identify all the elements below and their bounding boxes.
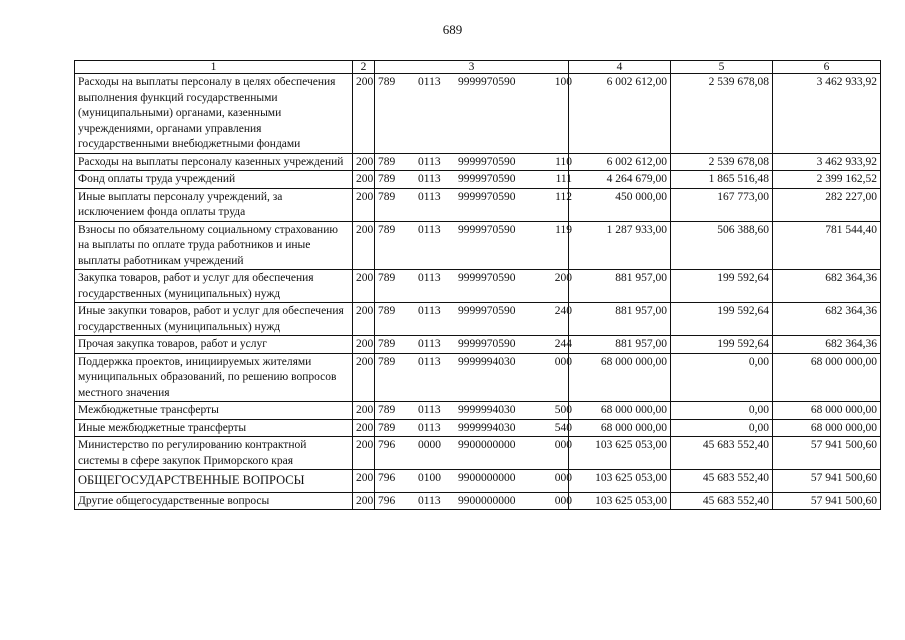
header-col-6: 6 bbox=[773, 61, 881, 74]
table-row bbox=[75, 303, 881, 336]
row-ved: 789 bbox=[378, 338, 396, 350]
budget-table bbox=[74, 60, 881, 510]
table-row bbox=[75, 221, 881, 270]
row-grbs: 200 bbox=[353, 74, 375, 154]
row-section: 0113 bbox=[418, 173, 441, 185]
table-row bbox=[75, 270, 881, 303]
row-remaining-sum: 682 364,36 bbox=[773, 336, 881, 354]
row-code bbox=[375, 437, 572, 470]
row-approved-sum: 450 000,00 bbox=[569, 188, 671, 221]
row-target-article: 9900000000 bbox=[458, 494, 516, 507]
row-target-article: 9999970590 bbox=[458, 155, 516, 168]
row-name-text: Прочая закупка товаров, работ и услуг bbox=[78, 338, 267, 350]
row-ved: 796 bbox=[378, 439, 396, 451]
row-target-article: 9999970590 bbox=[458, 190, 516, 203]
row-expense-type: 100 bbox=[554, 76, 572, 88]
table-row bbox=[75, 492, 881, 510]
row-ved: 796 bbox=[378, 472, 396, 484]
row-expense-type: 119 bbox=[555, 223, 572, 236]
row-name bbox=[75, 470, 353, 493]
row-expense-type: 112 bbox=[555, 190, 572, 203]
row-section: 0000 bbox=[418, 439, 441, 451]
row-target-article: 9999970590 bbox=[458, 76, 516, 88]
row-approved-sum: 881 957,00 bbox=[569, 336, 671, 354]
row-executed-sum: 167 773,00 bbox=[671, 188, 773, 221]
row-remaining-sum: 57 941 500,60 bbox=[773, 492, 881, 510]
row-executed-sum: 0,00 bbox=[671, 419, 773, 437]
row-grbs: 200 bbox=[353, 153, 375, 171]
row-remaining-sum: 682 364,36 bbox=[773, 270, 881, 303]
row-grbs: 200 bbox=[353, 336, 375, 354]
header-col-5: 5 bbox=[671, 61, 773, 74]
row-section: 0113 bbox=[418, 272, 441, 284]
row-expense-type: 000 bbox=[554, 355, 572, 368]
row-code bbox=[375, 303, 572, 336]
row-name-text: Межбюджетные трансферты bbox=[78, 404, 219, 416]
row-executed-sum: 0,00 bbox=[671, 402, 773, 420]
row-approved-sum: 6 002 612,00 bbox=[569, 153, 671, 171]
row-name bbox=[75, 437, 353, 470]
row-executed-sum: 199 592,64 bbox=[671, 303, 773, 336]
row-target-article: 9999994030 bbox=[458, 421, 516, 434]
row-ved: 789 bbox=[378, 421, 396, 434]
row-executed-sum: 0,00 bbox=[671, 353, 773, 402]
row-name-text: Поддержка проектов, инициируемых жителями муниципальных образований, по решению вопросов местного значения bbox=[78, 355, 337, 399]
row-code bbox=[375, 336, 572, 354]
row-approved-sum: 68 000 000,00 bbox=[569, 402, 671, 420]
row-approved-sum: 103 625 053,00 bbox=[569, 437, 671, 470]
row-target-article: 9999970590 bbox=[458, 305, 516, 317]
row-name bbox=[75, 221, 353, 270]
row-expense-type: 500 bbox=[554, 404, 572, 416]
table-row bbox=[75, 74, 881, 154]
row-name bbox=[75, 270, 353, 303]
table-row bbox=[75, 188, 881, 221]
row-remaining-sum: 781 544,40 bbox=[773, 221, 881, 270]
row-approved-sum: 103 625 053,00 bbox=[569, 492, 671, 510]
row-target-article: 9999970590 bbox=[458, 338, 516, 350]
row-ved: 789 bbox=[378, 155, 396, 168]
row-grbs: 200 bbox=[353, 270, 375, 303]
row-grbs: 200 bbox=[353, 470, 375, 493]
row-approved-sum: 6 002 612,00 bbox=[569, 74, 671, 154]
row-expense-type: 111 bbox=[555, 173, 572, 185]
row-section: 0113 bbox=[418, 338, 441, 350]
row-ved: 789 bbox=[378, 173, 396, 185]
row-remaining-sum: 2 399 162,52 bbox=[773, 171, 881, 189]
header-col-3: 3 bbox=[375, 61, 569, 74]
row-code bbox=[375, 353, 572, 402]
row-executed-sum: 45 683 552,40 bbox=[671, 437, 773, 470]
row-target-article: 9999970590 bbox=[458, 173, 516, 185]
row-code bbox=[375, 492, 572, 510]
header-col-1: 1 bbox=[75, 61, 353, 74]
row-grbs: 200 bbox=[353, 437, 375, 470]
row-approved-sum: 881 957,00 bbox=[569, 303, 671, 336]
row-executed-sum: 1 865 516,48 bbox=[671, 171, 773, 189]
row-executed-sum: 199 592,64 bbox=[671, 270, 773, 303]
row-approved-sum: 68 000 000,00 bbox=[569, 419, 671, 437]
row-expense-type: 000 bbox=[554, 494, 572, 507]
row-name-text: Фонд оплаты труда учреждений bbox=[78, 173, 236, 185]
row-target-article: 9999970590 bbox=[458, 272, 516, 284]
row-ved: 789 bbox=[378, 223, 396, 236]
row-approved-sum: 4 264 679,00 bbox=[569, 171, 671, 189]
row-expense-type: 244 bbox=[554, 338, 572, 350]
row-grbs: 200 bbox=[353, 171, 375, 189]
row-section: 0100 bbox=[418, 472, 441, 484]
row-code bbox=[375, 171, 572, 189]
row-section: 0113 bbox=[418, 305, 441, 317]
row-name bbox=[75, 353, 353, 402]
row-name-text: Министерство по регулированию контрактной системы в сфере закупок Приморского края bbox=[78, 439, 307, 467]
row-name bbox=[75, 492, 353, 510]
row-name bbox=[75, 402, 353, 420]
row-name-text: Иные закупки товаров, работ и услуг для обеспечения государственных (муниципальных) нужд bbox=[78, 305, 344, 333]
row-code bbox=[375, 153, 572, 171]
header-col-2: 2 bbox=[353, 61, 375, 74]
row-grbs: 200 bbox=[353, 419, 375, 437]
row-target-article: 9900000000 bbox=[458, 472, 516, 484]
row-name bbox=[75, 171, 353, 189]
table-row bbox=[75, 336, 881, 354]
row-name bbox=[75, 419, 353, 437]
table-row bbox=[75, 419, 881, 437]
row-remaining-sum: 68 000 000,00 bbox=[773, 353, 881, 402]
row-executed-sum: 45 683 552,40 bbox=[671, 492, 773, 510]
header-col-4: 4 bbox=[569, 61, 671, 74]
row-name bbox=[75, 336, 353, 354]
table-row bbox=[75, 353, 881, 402]
table-row bbox=[75, 437, 881, 470]
row-ved: 789 bbox=[378, 404, 396, 416]
row-expense-type: 200 bbox=[554, 272, 572, 284]
row-expense-type: 240 bbox=[554, 305, 572, 317]
row-remaining-sum: 68 000 000,00 bbox=[773, 402, 881, 420]
row-approved-sum: 103 625 053,00 bbox=[569, 470, 671, 493]
row-code bbox=[375, 419, 572, 437]
row-remaining-sum: 68 000 000,00 bbox=[773, 419, 881, 437]
table-row bbox=[75, 470, 881, 493]
row-ved: 789 bbox=[378, 305, 396, 317]
row-section: 0113 bbox=[418, 355, 441, 368]
row-section: 0113 bbox=[418, 155, 441, 168]
row-code bbox=[375, 221, 572, 270]
row-executed-sum: 506 388,60 bbox=[671, 221, 773, 270]
row-name-text: Расходы на выплаты персоналу казенных учреждений bbox=[78, 155, 344, 168]
row-name bbox=[75, 153, 353, 171]
row-remaining-sum: 57 941 500,60 bbox=[773, 437, 881, 470]
row-remaining-sum: 682 364,36 bbox=[773, 303, 881, 336]
row-section: 0113 bbox=[418, 223, 441, 236]
row-ved: 789 bbox=[378, 272, 396, 284]
row-code bbox=[375, 74, 572, 154]
row-code bbox=[375, 188, 572, 221]
row-expense-type: 000 bbox=[554, 472, 572, 484]
row-approved-sum: 68 000 000,00 bbox=[569, 353, 671, 402]
row-name bbox=[75, 303, 353, 336]
row-name-text: ОБЩЕГОСУДАРСТВЕННЫЕ ВОПРОСЫ bbox=[78, 473, 305, 487]
row-grbs: 200 bbox=[353, 303, 375, 336]
row-code bbox=[375, 270, 572, 303]
row-name-text: Расходы на выплаты персоналу в целях обеспечения выполнения функций государственными (муниципальными) органами, казенными учреждениями, органами управления государственными внебюджетными фондами bbox=[78, 76, 336, 150]
table-row bbox=[75, 153, 881, 171]
table-row bbox=[75, 171, 881, 189]
row-target-article: 9900000000 bbox=[458, 439, 516, 451]
row-ved: 789 bbox=[378, 355, 396, 368]
row-name bbox=[75, 74, 353, 154]
row-approved-sum: 881 957,00 bbox=[569, 270, 671, 303]
row-grbs: 200 bbox=[353, 402, 375, 420]
row-section: 0113 bbox=[418, 404, 441, 416]
row-grbs: 200 bbox=[353, 492, 375, 510]
row-remaining-sum: 57 941 500,60 bbox=[773, 470, 881, 493]
row-expense-type: 540 bbox=[554, 421, 572, 434]
row-target-article: 9999994030 bbox=[458, 355, 516, 368]
row-remaining-sum: 3 462 933,92 bbox=[773, 153, 881, 171]
row-name-text: Взносы по обязательному социальному страхованию на выплаты по оплате труда работников и иные выплаты работникам учреждений bbox=[78, 223, 338, 267]
row-ved: 789 bbox=[378, 190, 396, 203]
table-row bbox=[75, 402, 881, 420]
header-row bbox=[75, 61, 881, 74]
row-section: 0113 bbox=[418, 76, 441, 88]
row-name-text: Закупка товаров, работ и услуг для обеспечения государственных (муниципальных) нужд bbox=[78, 272, 314, 300]
row-remaining-sum: 282 227,00 bbox=[773, 188, 881, 221]
page-number: 689 bbox=[442, 22, 463, 37]
row-grbs: 200 bbox=[353, 221, 375, 270]
row-expense-type: 000 bbox=[554, 439, 572, 451]
row-name-text: Иные межбюджетные трансферты bbox=[78, 421, 247, 434]
row-section: 0113 bbox=[418, 494, 441, 507]
row-name-text: Иные выплаты персоналу учреждений, за исключением фонда оплаты труда bbox=[78, 190, 283, 218]
row-name bbox=[75, 188, 353, 221]
row-expense-type: 110 bbox=[555, 155, 572, 168]
row-target-article: 9999970590 bbox=[458, 223, 516, 236]
row-section: 0113 bbox=[418, 421, 441, 434]
row-name-text: Другие общегосударственные вопросы bbox=[78, 494, 270, 507]
row-approved-sum: 1 287 933,00 bbox=[569, 221, 671, 270]
row-executed-sum: 2 539 678,08 bbox=[671, 153, 773, 171]
row-ved: 796 bbox=[378, 494, 396, 507]
row-ved: 789 bbox=[378, 76, 396, 88]
row-grbs: 200 bbox=[353, 188, 375, 221]
row-executed-sum: 2 539 678,08 bbox=[671, 74, 773, 154]
row-section: 0113 bbox=[418, 190, 441, 203]
row-target-article: 9999994030 bbox=[458, 404, 516, 416]
row-code bbox=[375, 470, 572, 493]
row-executed-sum: 199 592,64 bbox=[671, 336, 773, 354]
row-remaining-sum: 3 462 933,92 bbox=[773, 74, 881, 154]
row-executed-sum: 45 683 552,40 bbox=[671, 470, 773, 493]
row-code bbox=[375, 402, 572, 420]
row-grbs: 200 bbox=[353, 353, 375, 402]
